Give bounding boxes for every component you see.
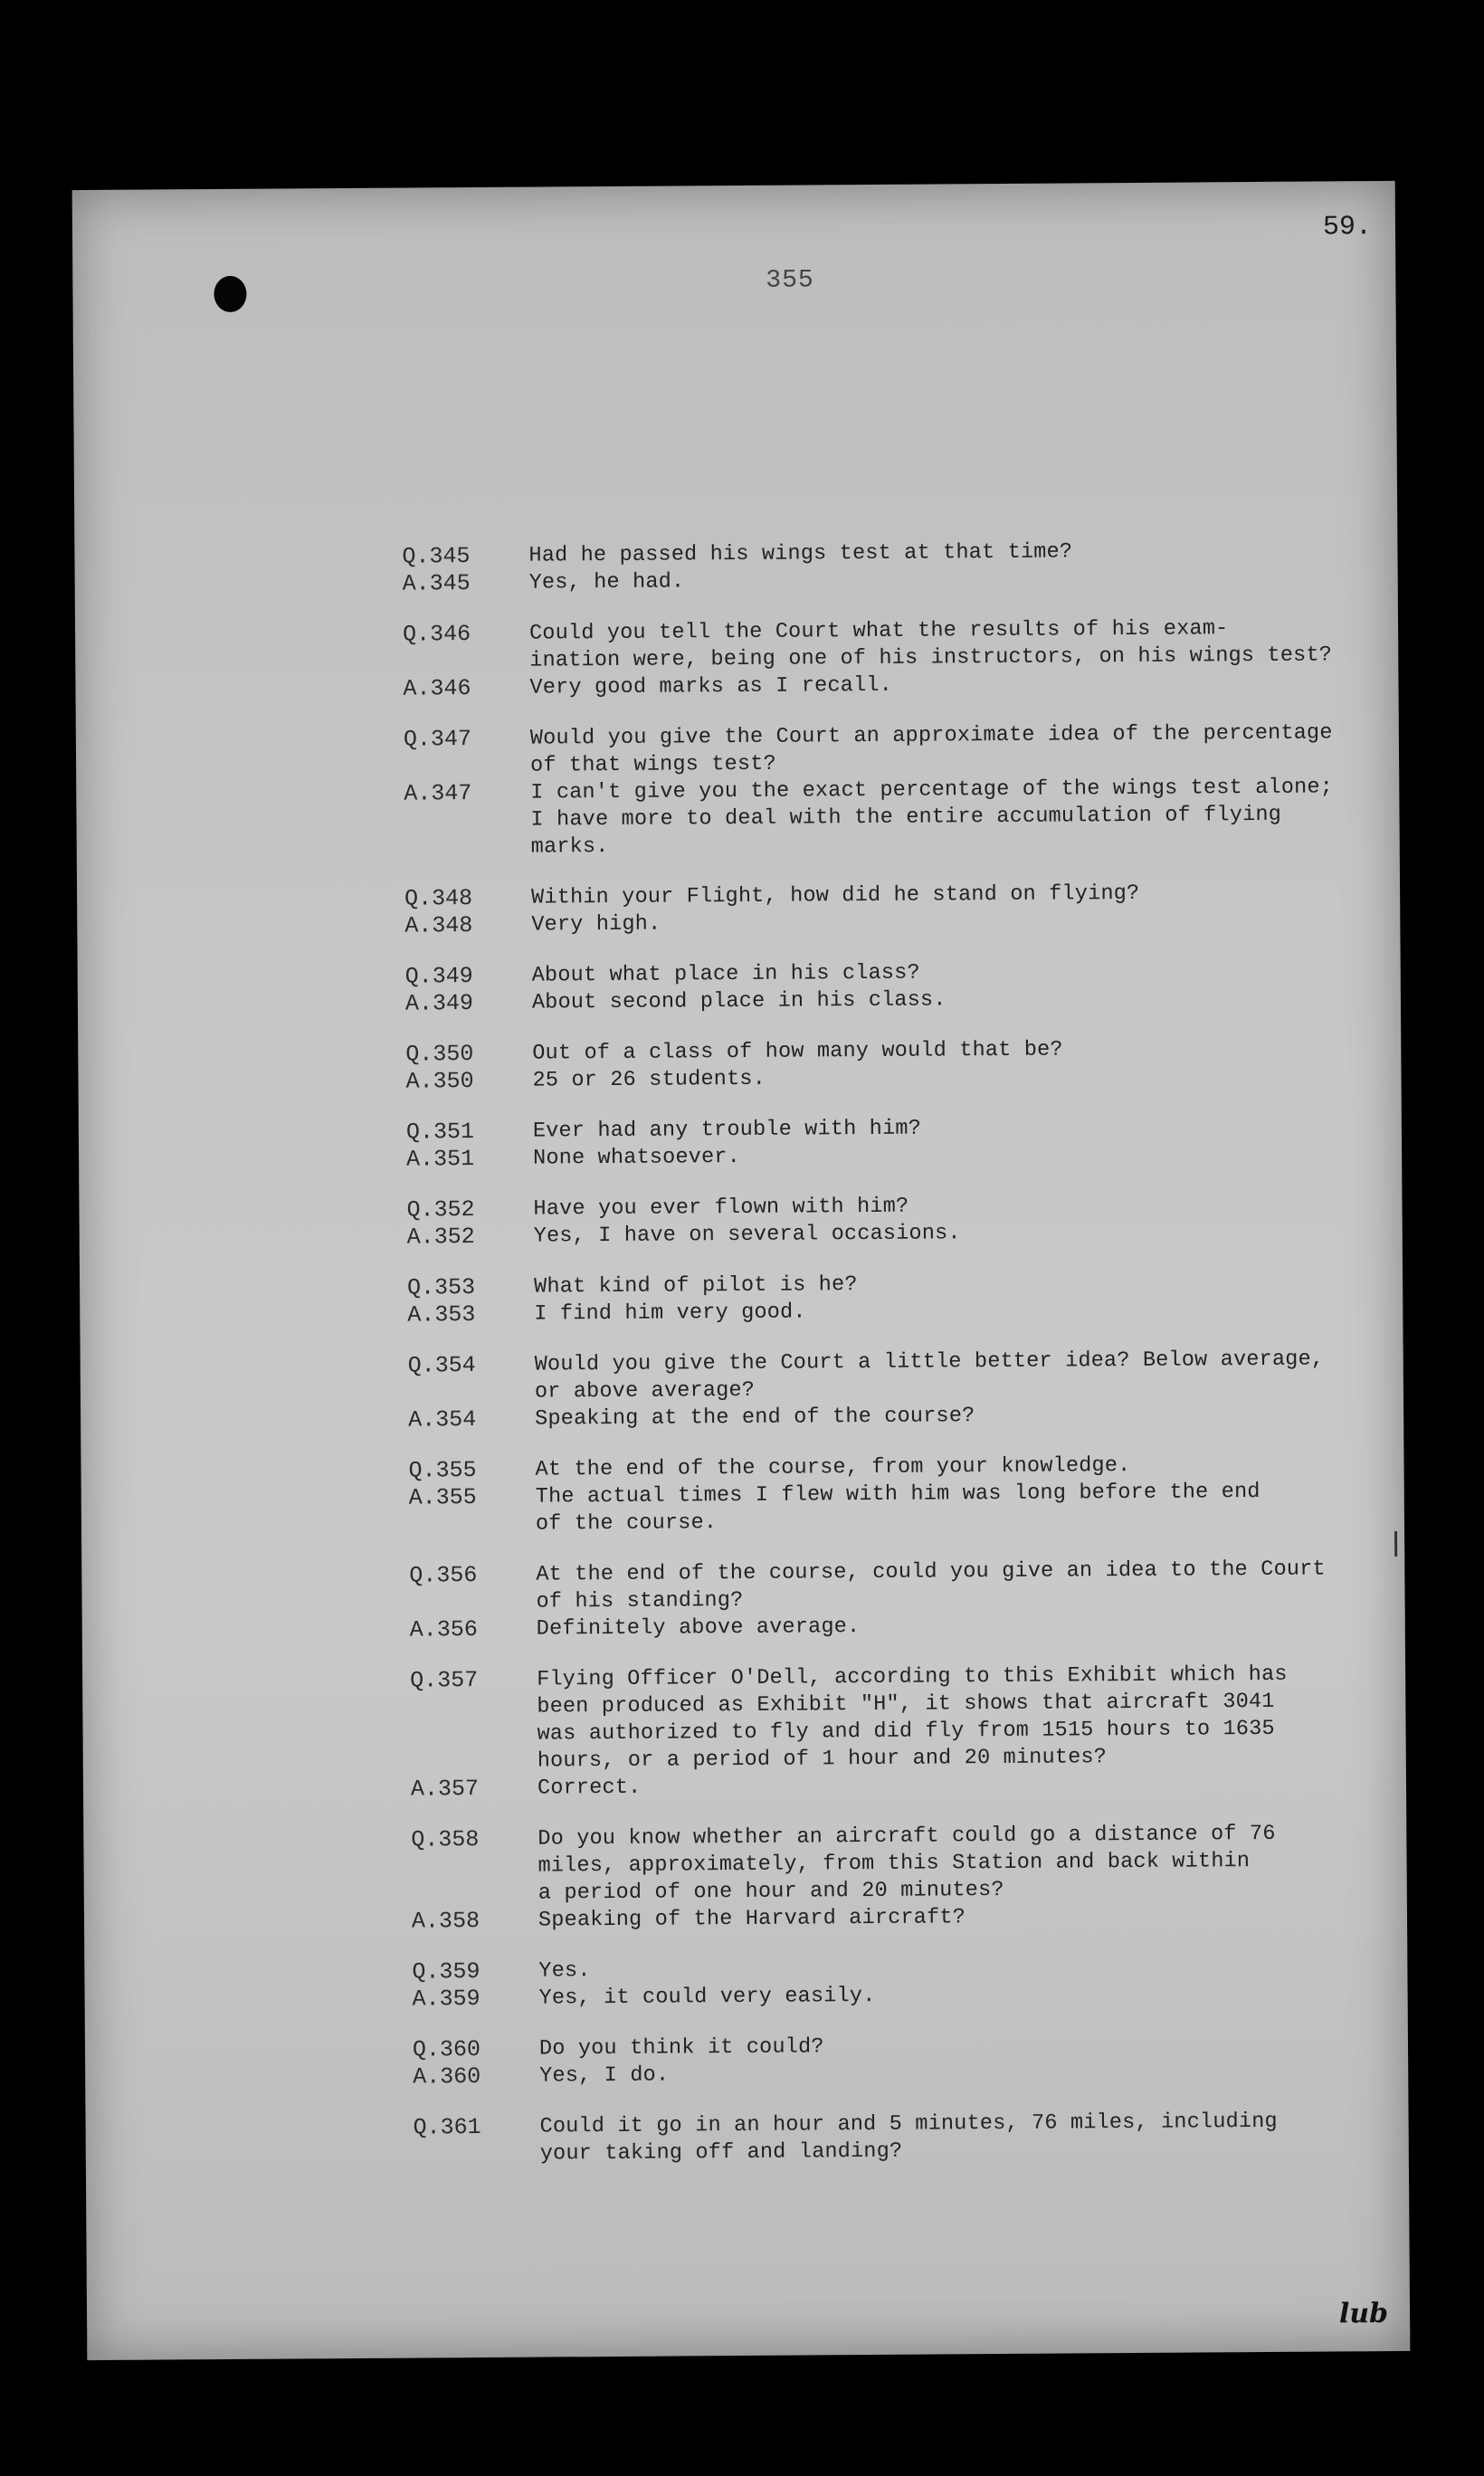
question-text: What kind of pilot is he? [534,1272,858,1300]
answer-text: I can't give you the exact percentage of the wings test alone; I have more to deal with the entire accumulation of flying marks. [530,775,1334,860]
answer-number: A.349 [404,990,474,1017]
question-entry [409,1556,1386,1617]
answer-entry [403,564,1380,598]
question-text: Flying Officer O'Dell, according to this Exhibit which has been produced as Exhibit "H", it shows that aircraft 3041 was authorized to fly and did fly from 1515 hours to 1635 hours, or a period of 1 hour and 20 minutes? [537,1662,1288,1774]
answer-entry [413,2057,1390,2091]
answer-text: 25 or 26 students. [532,1066,766,1093]
answer-entry [408,1400,1385,1434]
stamp-number: 355 [766,266,814,295]
answer-text: I find him very good. [534,1300,806,1327]
question-entry [404,719,1381,781]
answer-text: Yes, I have on several occasions. [533,1221,961,1249]
question-text: Would you give the Court an approximate idea of the percentage of that wings test? [529,720,1333,778]
question-number: Q.355 [408,1457,477,1484]
question-entry [403,614,1380,676]
question-number: Q.357 [410,1667,479,1694]
answer-entry [407,1217,1384,1252]
question-number: Q.358 [411,1826,480,1853]
answer-number: A.357 [410,1776,480,1803]
answer-number: A.358 [411,1908,480,1935]
answer-text: Correct. [537,1775,642,1801]
answer-text: The actual times I flew with him was long before the end of the course. [535,1480,1260,1537]
answer-entry [412,1901,1389,1936]
question-text: Out of a class of how many would that be? [532,1037,1063,1066]
answer-number: A.352 [406,1224,475,1251]
answer-entry [403,669,1380,703]
answer-number: A.347 [404,780,472,807]
question-entry [414,2108,1391,2169]
question-entry [411,1820,1389,1909]
handwritten-initials: lub [1338,2298,1389,2330]
question-number: Q.361 [413,2114,481,2141]
answer-text: Yes, I do. [539,2062,670,2089]
answer-number: A.359 [412,1986,480,2013]
question-number: Q.348 [404,885,473,912]
question-text: About what place in his class? [531,960,920,988]
answer-entry [413,1979,1390,2014]
question-text: Yes. [538,1958,591,1984]
question-entry [408,1346,1385,1407]
answer-entry [407,1295,1384,1329]
question-text: Had he passed his wings test at that time? [528,539,1073,568]
question-text: Could you tell the Court what the results of his exam- ination were, being one of his instructors, on his wings test? [528,616,1333,673]
question-text: Could it go in an hour and 5 minutes, 76 miles, including your taking off and landing? [539,2109,1278,2166]
answer-text: None whatsoever. [533,1145,741,1171]
answer-number: A.353 [407,1301,476,1328]
answer-text: Speaking at the end of the course? [535,1404,975,1432]
question-text: At the end of the course, from your knowledge. [535,1453,1131,1482]
punch-hole [214,276,246,312]
answer-text: Very high. [531,911,661,938]
question-number: Q.346 [402,621,471,648]
answer-entry [406,1139,1384,1174]
question-number: Q.352 [406,1196,475,1224]
answer-entry [409,1478,1386,1539]
answer-entry [405,1062,1383,1096]
answer-text: Definitely above average. [536,1614,861,1642]
question-text: Ever had any trouble with him? [532,1116,922,1144]
question-text: Have you ever flown with him? [533,1194,909,1222]
question-number: Q.350 [405,1041,474,1068]
question-number: Q.356 [409,1562,478,1589]
answer-number: A.355 [408,1484,477,1511]
document-page [72,181,1411,2360]
answer-text: Speaking of the Harvard aircraft? [537,1905,966,1933]
question-number: Q.351 [405,1119,475,1146]
answer-entry [410,1610,1387,1644]
question-number: Q.353 [407,1274,476,1301]
question-number: Q.354 [407,1352,476,1379]
answer-number: A.351 [406,1146,475,1173]
question-number: Q.349 [404,963,473,990]
question-entry [410,1661,1388,1776]
answer-entry [404,774,1382,862]
page-number: 59. [1322,212,1373,243]
question-text: Do you think it could? [538,2034,824,2062]
edge-mark [1394,1531,1397,1557]
answer-number: A.350 [405,1068,474,1095]
question-number: Q.345 [402,543,471,570]
answer-text: Yes, he had. [528,569,685,595]
testimony-transcript [402,537,1391,2168]
answer-number: A.346 [403,675,471,702]
answer-number: A.345 [402,570,471,597]
answer-entry [411,1769,1388,1804]
question-number: Q.360 [412,2036,481,2063]
question-text: Would you give the Court a little better idea? Below average, or above average? [534,1347,1325,1405]
answer-text: About second place in his class. [531,987,947,1015]
answer-number: A.348 [404,912,473,939]
answer-text: Yes, it could very easily. [538,1983,876,2011]
answer-entry [405,984,1383,1018]
answer-number: A.354 [408,1406,477,1433]
question-text: Within your Flight, how did he stand on flying? [531,881,1140,910]
question-text: Do you know whether an aircraft could go a distance of 76 miles, approximately, from this Station and back within a period of one hour and 20 minutes? [537,1821,1276,1906]
answer-text: Very good marks as I recall. [529,672,893,700]
answer-entry [404,906,1382,940]
answer-number: A.356 [409,1616,478,1643]
question-text: At the end of the course, could you give an idea to the Court of his standing? [536,1557,1326,1614]
answer-number: A.360 [413,2063,481,2090]
question-number: Q.359 [412,1958,480,1986]
question-number: Q.347 [403,726,472,753]
